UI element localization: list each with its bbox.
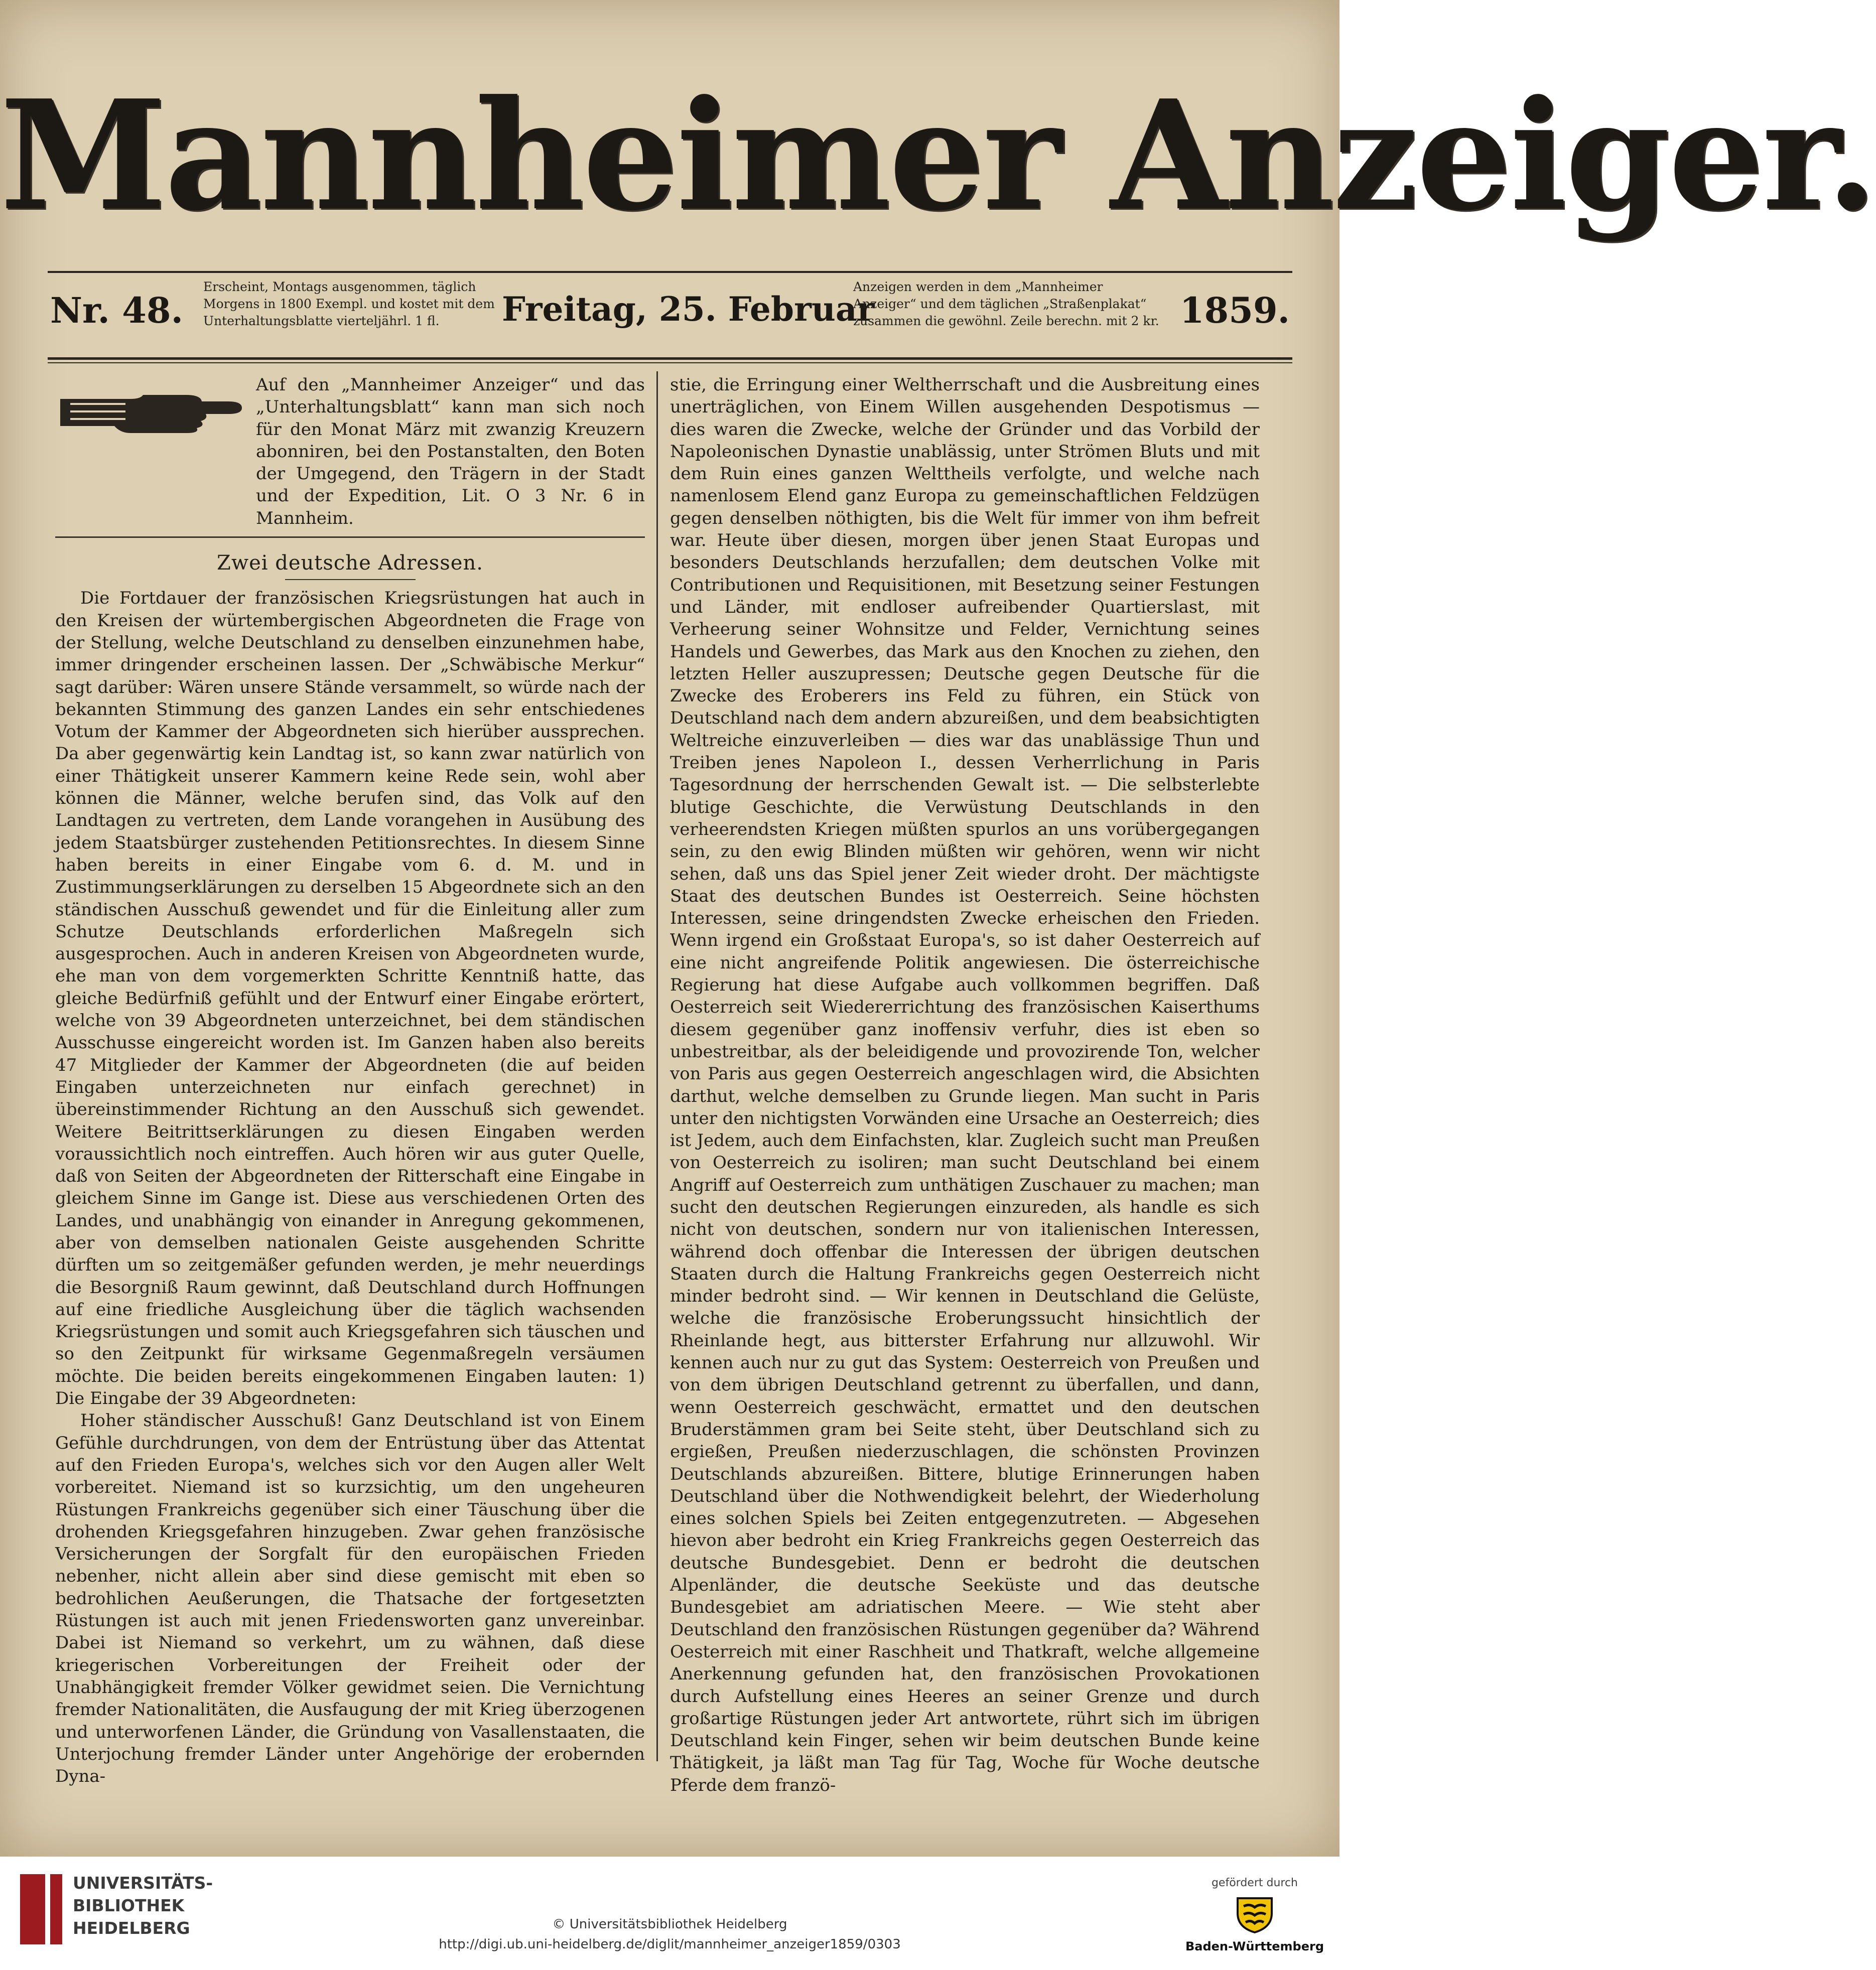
notice-divider — [55, 536, 645, 538]
library-name-line: BIBLIOTHEK — [73, 1896, 185, 1915]
issue-date: Freitag, 25. Februar — [502, 290, 875, 329]
issue-year: 1859. — [1179, 290, 1290, 331]
masthead-rule-top — [48, 271, 1292, 273]
issue-number: Nr. 48. — [50, 290, 183, 331]
advertising-note: Anzeigen werden in dem „Mannheimer Anzeiger“ und dem täglichen „Straßenplakat“ zusammen die gewöhnl. Zeile berechn. mit 2 kr. — [853, 279, 1159, 328]
header-rule-bottom-thin — [48, 362, 1292, 363]
library-logo-icon — [20, 1874, 45, 1944]
subscription-notice-text: Auf den „Mannheimer Anzeiger“ und das „Unterhaltungsblatt“ kann man sich noch für den Monat März mit zwanzig Kreuzern abonniren, bei den Postanstalten, den Boten der Umgegend, den Trägern in der Stadt und der Expedition, Lit. O 3 Nr. 6 in Mannheim. — [256, 375, 645, 528]
article-paragraph: stie, die Erringung einer Weltherrschaft und die Ausbreitung eines unerträglichen, von Einem Willen ausgehenden Despotismus — dies waren die Zwecke, welche der Gründer und das Vorbild der Napoleonischen Dynastie unablässig, unter Strömen Bluts und mit dem Ruin eines ganzen Welttheils verfolgte, und welche nach namenlosem Elend ganz Europa zu gemeinschaftlichen Feldzügen gegen denselben nöthigten, bis die Welt für immer von ihm befreit war. Heute über diesen, morgen über jenen Staat Europas und besonders Deutschlands herzufallen; dem deutschen Volke mit Contributionen und Requisitionen, mit Besetzung seiner Festungen und Länder, mit endloser aufreibender Quartierslast, mit Verheerung seiner Wohnsitze und Felder, Vernichtung seines Handels und Gewerbes, das Mark aus den Knochen zu ziehen, den letzten Heller auszupressen; Deutsche gegen Deutsche für die Zwecke des Eroberers ins Feld zu führen, ein Stück von Deutschland nach dem andern abzureißen, und dem beabsichtigten Weltreiche einzuverleiben — dies war das unablässige Thun und Treiben jenes Napoleon I., dessen Verherrlichung in Paris Tagesordnung der herrschenden Gewalt ist. — Die selbsterlebte blutige Geschichte, die Verwüstung Deutschlands in den verheerendsten Kriegen müßten spurlos an uns vorübergegangen sein, zu den ewig Blinden müßten wir gehören, wenn wir nicht sehen, daß uns das Spiel jener Zeit wieder droht. Der mächtigste Staat des deutschen Bundes ist Oesterreich. Seine höchsten Interessen, seine dringendsten Zwecke erheischen den Frieden. Wenn irgend ein Großstaat Europa's, so ist daher Oesterreich auf eine nicht angreifende Politik angewiesen. Die österreichische Regierung hat diese Aufgabe auch vollkommen begriffen. Daß Oesterreich seit Wiedererrichtung des französischen Kaiserthums diesem gegenüber ganz inoffensiv verfuhr, dies ist eben so unbestreitbar, als der beleidigende und provozirende Ton, welcher von Paris aus gegen Oesterreich angeschlagen wird, die Absichten darthut, welche demselben zu Grunde liegen. Man sucht in Paris unter den nichtigsten Vorwänden eine Ursache an Oesterreich; dies ist Jedem, auch dem Einfachsten, klar. Zugleich sucht man Preußen von Oesterreich zu isoliren; man sucht Deutschland bei einem Angriff auf Oesterreich zum unthätigen Zuschauer zu machen; man sucht den deutschen Regierungen einzureden, als handle es sich nicht von deutschen, sondern nur von italienischen Interessen, während doch offenbar die Interessen der übrigen deutschen Staaten durch die Haltung Frankreichs gegen Oesterreich nicht minder bedroht sind. — Wir kennen in Deutschland die Gelüste, welche die französische Eroberungssucht hinsichtlich der Rheinlande hegt, aus bitterster Erfahrung nur allzuwohl. Wir kennen auch nur zu gut das System: Oesterreich von Preußen und von dem übrigen Deutschland getrennt zu überfallen, und dann, wenn Oesterreich geschwächt, ermattet und den deutschen Bruderstämmen gram bei Seite steht, über Deutschland sich zu ergießen, Preußen niederzuschlagen, die schönsten Provinzen Deutschlands abzureißen. Bittere, blutige Erinnerungen haben Deutschland über die Nothwendigkeit belehrt, der Wiederholung eines solchen Spiels bei Zeiten entgegenzutreten. — Abgesehen hievon aber bedroht ein Krieg Frankreichs gegen Oesterreich das deutsche Bundesgebiet. Denn er bedroht die deutschen Alpenländer, die deutsche Seeküste und das deutsche Bundesgebiet am adriatischen Meere. — Wie steht aber Deutschland den französischen Rüstungen gegenüber da? Während Oesterreich mit einer Raschheit und Thatkraft, welche allgemeine Anerkennung gefunden hat, den französischen Provokationen durch Aufstellung eines Heeres an seiner Grenze und durch großartige Rüstungen jeder Art antwortete, rührt sich im übrigen Deutschland kein Finger, sehen wir beim deutschen Bunde keine Thätigkeit, ja läßt man Tag für Tag, Woche für Woche deutsche Pferde dem franzö- — [670, 375, 1260, 1795]
funder-note: gefördert durch — [1211, 1877, 1298, 1889]
publication-note: Erscheint, Montags ausgenommen, täglich Morgens in 1800 Exempl. und kostet mit dem Unterhaltungsblatte vierteljährl. 1 fl. — [203, 279, 495, 328]
funder-block — [1184, 1877, 1325, 1953]
copyright-notice: © Universitätsbibliothek Heidelberg — [552, 1917, 787, 1932]
funder-name: Baden-Württemberg — [1185, 1939, 1324, 1953]
title-underline — [285, 579, 416, 580]
digitization-footer — [0, 1857, 1339, 1970]
header-rule-bottom — [48, 357, 1292, 360]
library-name-line: UNIVERSITÄTS- — [73, 1873, 213, 1893]
column-divider — [656, 371, 658, 1761]
masthead-title: Mannheimer Anzeiger. — [0, 67, 1876, 244]
right-column — [670, 374, 1260, 1795]
subscription-notice — [55, 374, 645, 529]
baden-wuerttemberg-crest-icon — [1235, 1896, 1275, 1933]
permalink-url[interactable]: http://digi.ub.uni-heidelberg.de/diglit/mannheimer_anzeiger1859/0303 — [439, 1937, 901, 1952]
library-logo-bar — [50, 1874, 62, 1944]
issue-info-row — [50, 278, 1290, 354]
article-paragraph: Die Fortdauer der französischen Kriegsrüstungen hat auch in den Kreisen der würtembergischen Abgeordneten die Frage von der Stellung, welche Deutschland zu denselben einzunehmen habe, immer dringender erscheinen lassen. Der „Schwäbische Merkur“ sagt darüber: Wären unsere Stände versammelt, so würde nach der bekannten Stimmung des ganzen Landes ein sehr entschiedenes Votum der Kammer der Abgeordneten sich hierüber aussprechen. Da aber gegenwärtig kein Landtag ist, so kann zwar natürlich von einer Thätigkeit unserer Kammern keine Rede sein, wohl aber können die Männer, welche berufen sind, das Volk auf den Landtagen zu vertreten, dem Lande vorangehen in Ausübung des jedem Staatsbürger zustehenden Petitionsrechtes. In diesem Sinne haben bereits in einer Eingabe vom 6. d. M. und in Zustimmungserklärungen zu derselben 15 Abgeordnete sich an den ständischen Ausschuß gewendet und für die Einleitung aller zum Schutze Deutschlands erforderlichen Maßregeln sich ausgesprochen. Auch in anderen Kreisen von Abgeordneten wurde, ehe man von dem vorgemerkten Schritte Kenntniß hatte, das gleiche Bedürfniß gefühlt und der Entwurf einer Eingabe erörtert, welche von 39 Abgeordneten unterzeichnet, bei dem ständischen Ausschusse eingereicht worden ist. Im Ganzen haben also bereits 47 Mitglieder der Kammer der Abgeordneten (die auf beiden Eingaben unterzeichneten nur einfach gerechnet) in übereinstimmender Richtung an den Ausschuß sich gewendet. Weitere Beitrittserklärungen zu diesen Eingaben werden voraussichtlich noch eintreffen. Auch hören wir aus guter Quelle, daß von Seiten der Abgeordneten der Ritterschaft eine Eingabe in gleichem Sinne im Gange ist. Diese aus verschiedenen Orten des Landes, und unabhängig von einander in Anregung gekommenen, aber von demselben nationalen Geiste ausgehenden Schritte dürften um so zeitgemäßer gefunden werden, je mehr neuerdings die Besorgniß Raum gewinnt, daß Deutschland durch Hoffnungen auf eine friedliche Ausgleichung über die täglich wachsenden Kriegsrüstungen und somit auch Kriegsgefahren sich täuschen und so den Zeitpunkt für wirksame Gegenmaßregeln versäumen möchte. Die beiden bereits eingekommenen Eingaben lauten: 1) Die Eingabe der 39 Abgeordneten: — [55, 588, 645, 1409]
library-logo — [20, 1872, 213, 1947]
pointing-hand-icon — [55, 384, 246, 434]
article-paragraph: Hoher ständischer Ausschuß! Ganz Deutschland ist von Einem Gefühle durchdrungen, von dem der Entrüstung über das Attentat auf den Frieden Europa's, welches sich vor den Augen aller Welt vorbereitet. Niemand ist so kurzsichtig, um den ungeheuren Rüstungen Frankreichs gegenüber sich einer Täuschung über die drohenden Kriegsgefahren hinzugeben. Zwar gehen französische Versicherungen der Sorgfalt für den europäischen Frieden nebenher, nicht allein aber sind diese gemischt mit eben so bedrohlichen Aeußerungen, die Thatsache der fortgesetzten Rüstungen ist auch mit jenen Friedensworten ganz unvereinbar. Dabei ist Niemand so verkehrt, um zu wähnen, daß diese kriegerischen Vorbereitungen der Freiheit oder der Unabhängigkeit fremder Völker gewidmet seien. Die Vernichtung fremder Nationalitäten, die Ausfaugung der mit Krieg überzogenen und unterworfenen Länder, die Gründung von Vasallenstaaten, die Unterjochung fremder Länder unter Angehörige der erobernden Dyna- — [55, 1411, 645, 1787]
article-title: Zwei deutsche Adressen. — [217, 551, 483, 575]
left-column — [55, 374, 645, 1787]
library-name-line: HEIDELBERG — [73, 1918, 190, 1938]
